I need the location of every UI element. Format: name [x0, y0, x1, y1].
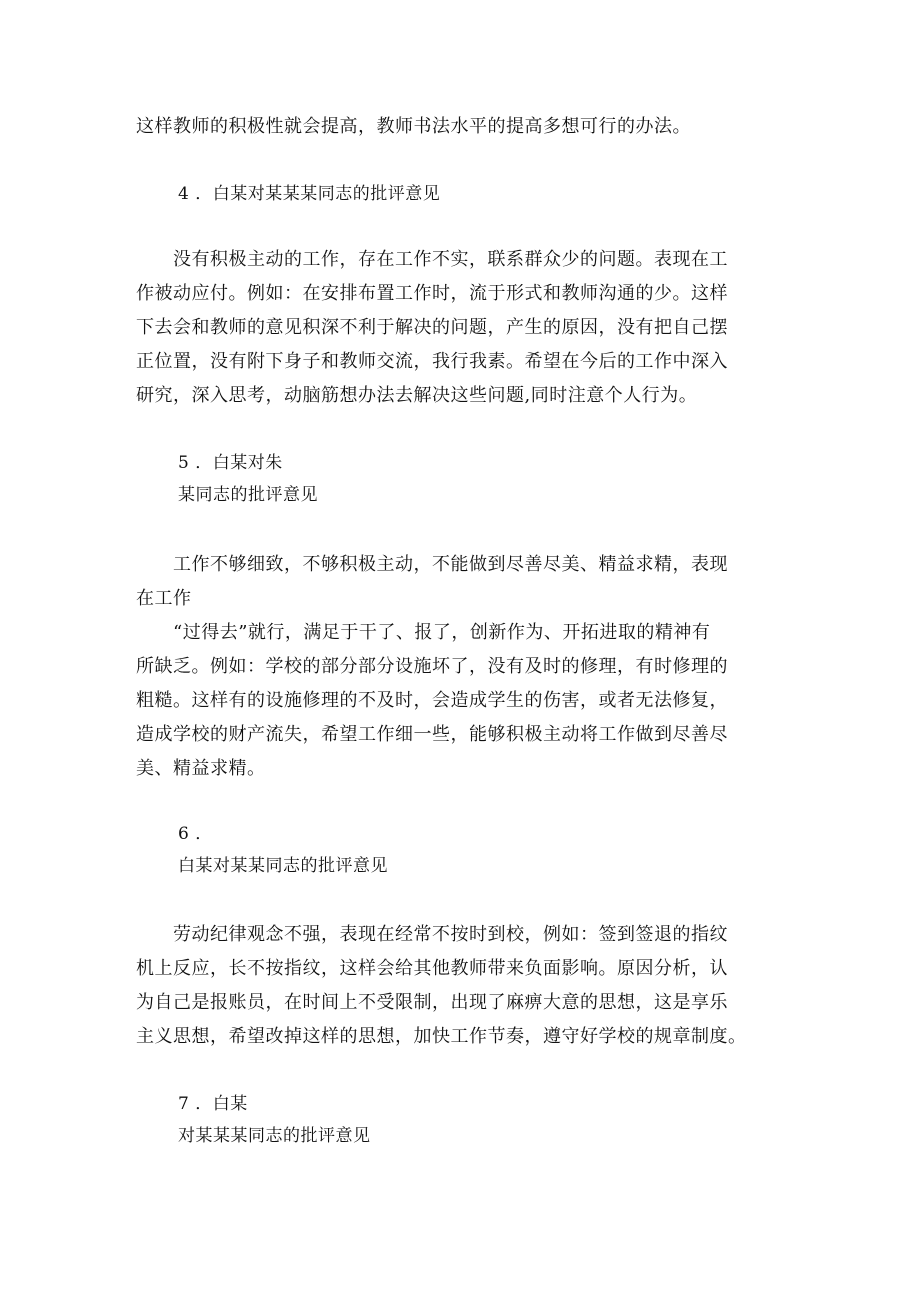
paragraph-section-6	[136, 918, 786, 1054]
heading-line: 6 ．	[178, 824, 213, 844]
paragraph-section-5	[136, 548, 786, 786]
text-line: 作被动应付。例如：在安排布置工作时，流于形式和教师沟通的少。这样	[136, 283, 728, 304]
text-line: 正位置，没有附下身子和教师交流，我行我素。希望在今后的工作中深入	[136, 351, 728, 372]
section-heading-7	[178, 1088, 371, 1152]
heading-line: 某同志的批评意见	[178, 485, 318, 505]
heading-line: 白某对某某同志的批评意见	[178, 856, 388, 876]
section-heading-5	[178, 447, 318, 511]
text-line: 研究，深入思考，动脑筋想办法去解决这些问题,同时注意个人行为。	[136, 385, 698, 406]
text-line: 这样教师的积极性就会提高，教师书法水平的提高多想可行的办法。	[136, 116, 691, 137]
heading-line: 5 ．白某对朱	[178, 453, 283, 473]
text-line: 在工作	[136, 588, 192, 609]
text-line: 劳动纪律观念不强，表现在经常不按时到校，例如：签到签退的指纹	[136, 924, 728, 945]
paragraph-section-4	[136, 243, 786, 413]
paragraph-intro	[136, 110, 786, 144]
section-heading-4	[178, 178, 440, 210]
heading-line: 4 ．白某对某某某同志的批评意见	[178, 184, 441, 204]
heading-line: 对某某某同志的批评意见	[178, 1126, 371, 1146]
text-line: 机上反应，长不按指纹，这样会给其他教师带来负面影响。原因分析，认	[136, 958, 728, 979]
text-line: 主义思想，希望改掉这样的思想，加快工作节奏，遵守好学校的规章制度。	[136, 1026, 747, 1047]
text-line: 造成学校的财产流失，希望工作细一些，能够积极主动将工作做到尽善尽	[136, 724, 728, 745]
heading-line: 7 ．白某	[178, 1094, 248, 1114]
text-line: 工作不够细致，不够积极主动，不能做到尽善尽美、精益求精，表现	[136, 554, 728, 575]
section-heading-6	[178, 818, 388, 882]
text-line: “过得去”就行，满足于干了、报了，创新作为、开拓进取的精神有	[136, 622, 711, 643]
text-line: 美、精益求精。	[136, 758, 266, 779]
text-line: 为自己是报账员，在时间上不受限制，出现了麻痹大意的思想，这是享乐	[136, 992, 728, 1013]
text-line: 粗糙。这样有的设施修理的不及时，会造成学生的伤害，或者无法修复，	[136, 690, 728, 711]
text-line: 下去会和教师的意见积深不利于解决的问题，产生的原因，没有把自己摆	[136, 317, 728, 338]
text-line: 没有积极主动的工作，存在工作不实，联系群众少的问题。表现在工	[136, 249, 728, 270]
text-line: 所缺乏。例如：学校的部分部分设施坏了，没有及时的修理，有时修理的	[136, 656, 728, 677]
